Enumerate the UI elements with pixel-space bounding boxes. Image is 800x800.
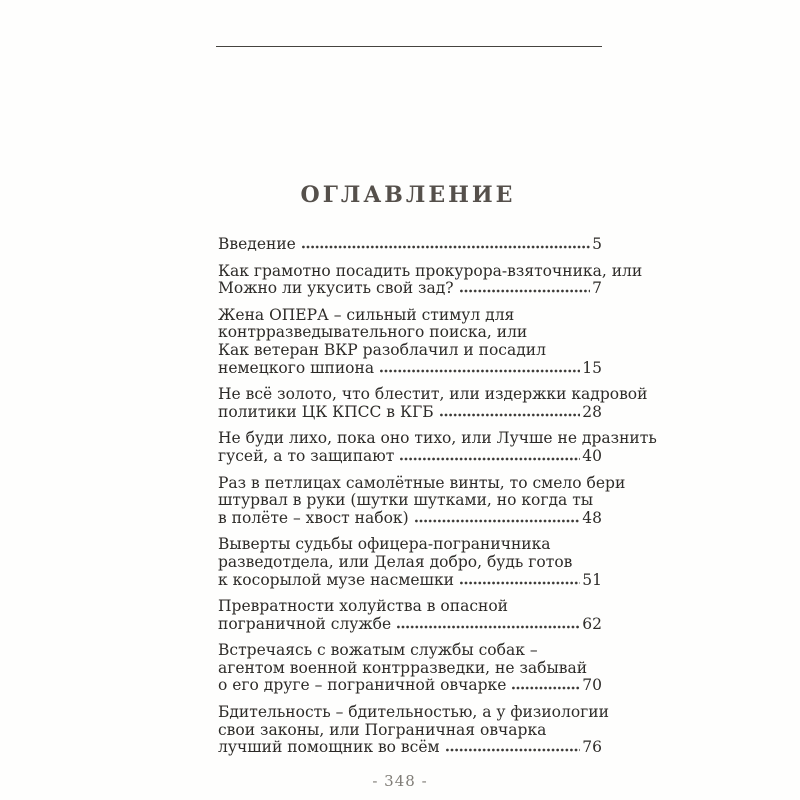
toc-entry-line: Встречаясь с вожатым службы собак – <box>218 641 538 660</box>
toc-entry <box>218 703 609 757</box>
header-rule <box>216 46 602 47</box>
toc-entry <box>218 307 602 377</box>
dot-leader <box>302 245 590 249</box>
toc-entry-line <box>218 572 602 590</box>
toc-entry-text: лучший помощник во всём <box>218 738 440 757</box>
dot-leader <box>397 625 580 629</box>
toc-entry <box>218 536 602 589</box>
toc-entry-line <box>218 739 602 757</box>
toc-entry-line <box>218 510 602 528</box>
toc-page-number: 5 <box>592 235 602 253</box>
dot-leader <box>512 686 580 690</box>
toc-entry-line <box>218 677 602 695</box>
dot-leader <box>400 457 580 461</box>
toc-entry-line: Превратности холуйства в опасной <box>218 597 509 616</box>
toc-entry-text: Введение <box>218 235 296 253</box>
dot-leader <box>460 581 580 585</box>
toc-entry-line: Как грамотно посадить прокурора-взяточника, или <box>218 261 643 280</box>
toc-entry <box>218 261 643 298</box>
toc-page-number: 40 <box>582 446 602 465</box>
toc-entry-line: контрразведывательного поиска, или <box>218 323 528 342</box>
toc-entry <box>218 642 602 695</box>
page-number: - 348 - <box>372 772 428 790</box>
dot-leader <box>440 413 581 417</box>
toc-entry-line: Раз в петлицах самолётные винты, то смело бери <box>218 473 626 492</box>
toc-entry-line: Выверты судьбы офицера-пограничника <box>218 535 551 554</box>
toc-entry <box>218 385 648 421</box>
toc-entry-line: Как ветеран ВКР разоблачил и посадил <box>218 340 546 359</box>
toc-page-number: 15 <box>582 358 602 377</box>
toc-page-number: 28 <box>582 402 602 421</box>
toc-entry <box>218 236 602 254</box>
toc-entry-text: Можно ли укусить свой зад? <box>218 279 454 298</box>
dot-leader <box>380 369 580 373</box>
toc-entry <box>218 429 657 465</box>
toc-entry-text: к косорылой музе насмешки <box>218 570 454 589</box>
toc-entry-line <box>218 236 602 254</box>
toc-entry-text: немецкого шпиона <box>218 358 375 377</box>
dot-leader <box>415 519 581 523</box>
toc-entry <box>218 473 626 528</box>
toc-entry-line: Бдительность – бдительностью, а у физиологии <box>218 703 609 722</box>
toc-entry-line <box>218 404 602 422</box>
toc-entry-line: Не всё золото, что блестит, или издержки кадровой <box>218 385 648 404</box>
toc-entry-line: Жена ОПЕРА – сильный стимул для <box>218 305 515 324</box>
toc-page-number: 48 <box>582 508 602 527</box>
toc-entry-line: Не буди лихо, пока оно тихо, или Лучше не дразнить <box>218 429 657 448</box>
toc-page-number: 76 <box>582 738 602 757</box>
toc-entry-text: в полёте – хвост набок) <box>218 508 409 527</box>
toc-entry-line: агентом военной контрразведки, не забывай <box>218 658 588 677</box>
toc-page-number: 62 <box>582 614 602 633</box>
toc-entry-line: разведотдела, или Делая добро, будь готов <box>218 552 573 571</box>
toc-entry-text: о его друге – пограничной овчарке <box>218 676 507 695</box>
toc-entry-text: политики ЦК КПСС в КГБ <box>218 402 434 421</box>
toc-entry-line <box>218 448 602 466</box>
toc-entry-line: штурвал в руки (шутки шутками, но когда ты <box>218 491 594 510</box>
toc-page-number: 70 <box>582 676 602 695</box>
dot-leader <box>460 289 591 293</box>
toc-entry-line <box>218 616 602 634</box>
toc-entry-text: гусей, а то защипают <box>218 446 395 465</box>
table-of-contents <box>218 235 657 766</box>
toc-entry-text: пограничной службе <box>218 614 392 633</box>
toc-entry-line: свои законы, или Пограничная овчарка <box>218 720 547 739</box>
toc-page-number: 51 <box>582 570 602 589</box>
toc-entry-line <box>218 360 602 378</box>
toc-entry <box>218 598 602 633</box>
dot-leader <box>446 748 581 752</box>
page-title: ОГЛАВЛЕНИЕ <box>300 182 516 208</box>
toc-entry-line <box>218 280 602 298</box>
toc-page-number: 7 <box>592 279 602 298</box>
